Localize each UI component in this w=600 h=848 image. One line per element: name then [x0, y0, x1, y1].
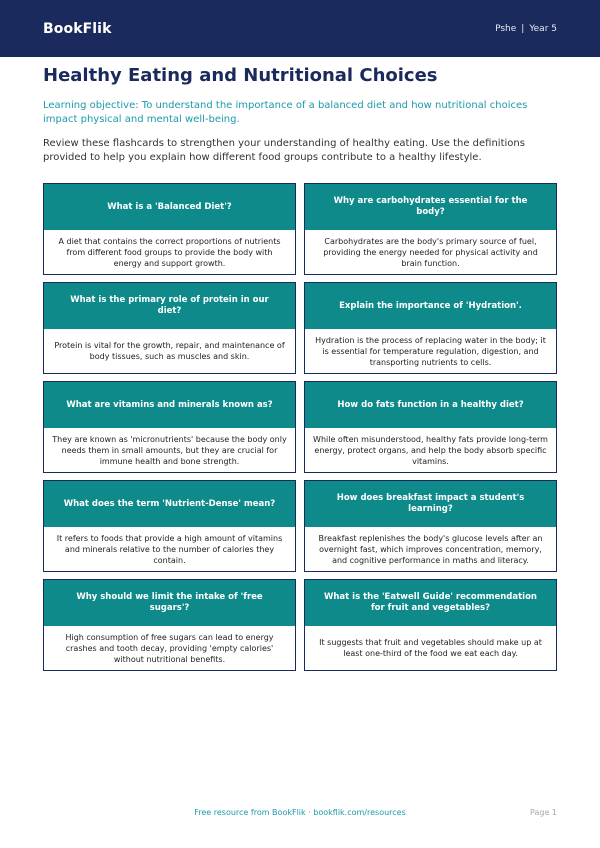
flashcard-answer: It suggests that fruit and vegetables should make up at least one-third of the food we eat each day. — [319, 638, 542, 658]
flashcard-question: What are vitamins and minerals known as? — [44, 382, 295, 428]
flashcard-answer: A diet that contains the correct proportions of nutrients from different food groups to provide the body with energy and support growth. — [58, 236, 281, 268]
flashcard-question: Why are carbohydrates essential for the body? — [305, 184, 556, 230]
flashcard — [304, 282, 557, 374]
flashcard-grid — [43, 183, 557, 671]
flashcard — [43, 381, 296, 473]
flashcard — [304, 579, 557, 671]
flashcard-answer: While often misunderstood, healthy fats provide long-term energy, protect organs, and help the body absorb specific vitamins. — [313, 434, 548, 466]
flashcard-question: Why should we limit the intake of 'free sugars'? — [44, 580, 295, 626]
learning-objective: Learning objective: To understand the importance of a balanced diet and how nutritional choices impact physical and mental well-being. — [43, 100, 528, 125]
meta-separator: | — [521, 23, 525, 34]
year-label: Year 5 — [529, 23, 557, 34]
intro-text: Review these flashcards to strengthen your understanding of healthy eating. Use the definitions provided to help you explain how different food groups contribute to a healthy lifestyle. — [43, 138, 525, 163]
flashcard — [304, 183, 557, 275]
top-header-bar — [0, 0, 600, 57]
flashcard — [43, 282, 296, 374]
flashcard-answer: High consumption of free sugars can lead to energy crashes and tooth decay, providing 'empty calories' without nutritional benefits. — [65, 632, 274, 664]
flashcard — [43, 579, 296, 671]
page-title: Healthy Eating and Nutritional Choices — [43, 65, 438, 86]
flashcard-answer: Breakfast replenishes the body's glucose levels after an overnight fast, which improves concentration, memory, and cognitive performance in maths and literacy. — [318, 533, 543, 565]
footer-resource-link[interactable]: Free resource from BookFlik · bookflik.com/resources — [194, 808, 406, 817]
flashcard-question: What does the term 'Nutrient-Dense' mean? — [44, 481, 295, 527]
flashcard-answer: They are known as 'micronutrients' because the body only needs them in small amounts, but they are crucial for immune health and bone strength. — [52, 434, 287, 466]
brand-logo[interactable]: BookFlik — [43, 20, 112, 37]
flashcard-answer: Protein is vital for the growth, repair, and maintenance of body tissues, such as muscles and skin. — [54, 341, 285, 361]
subject-label: Pshe — [495, 23, 517, 34]
flashcard-answer: Hydration is the process of replacing water in the body; it is essential for temperature regulation, digestion, and transporting nutrients to cells. — [315, 335, 546, 367]
flashcard-answer: It refers to foods that provide a high amount of vitamins and minerals relative to the number of calories they contain. — [56, 533, 283, 565]
page-number: Page 1 — [530, 808, 557, 817]
flashcard-question: Explain the importance of 'Hydration'. — [305, 283, 556, 329]
flashcard — [304, 381, 557, 473]
flashcard-question: How do fats function in a healthy diet? — [305, 382, 556, 428]
flashcard — [43, 183, 296, 275]
flashcard-question: What is the primary role of protein in our diet? — [44, 283, 295, 329]
flashcard-answer: Carbohydrates are the body's primary source of fuel, providing the energy needed for physical activity and brain function. — [323, 236, 538, 268]
flashcard-question: How does breakfast impact a student's learning? — [305, 481, 556, 527]
header-meta — [495, 24, 557, 34]
flashcard-question: What is the 'Eatwell Guide' recommendation for fruit and vegetables? — [305, 580, 556, 626]
flashcard — [304, 480, 557, 572]
flashcard-question: What is a 'Balanced Diet'? — [44, 184, 295, 230]
flashcard — [43, 480, 296, 572]
